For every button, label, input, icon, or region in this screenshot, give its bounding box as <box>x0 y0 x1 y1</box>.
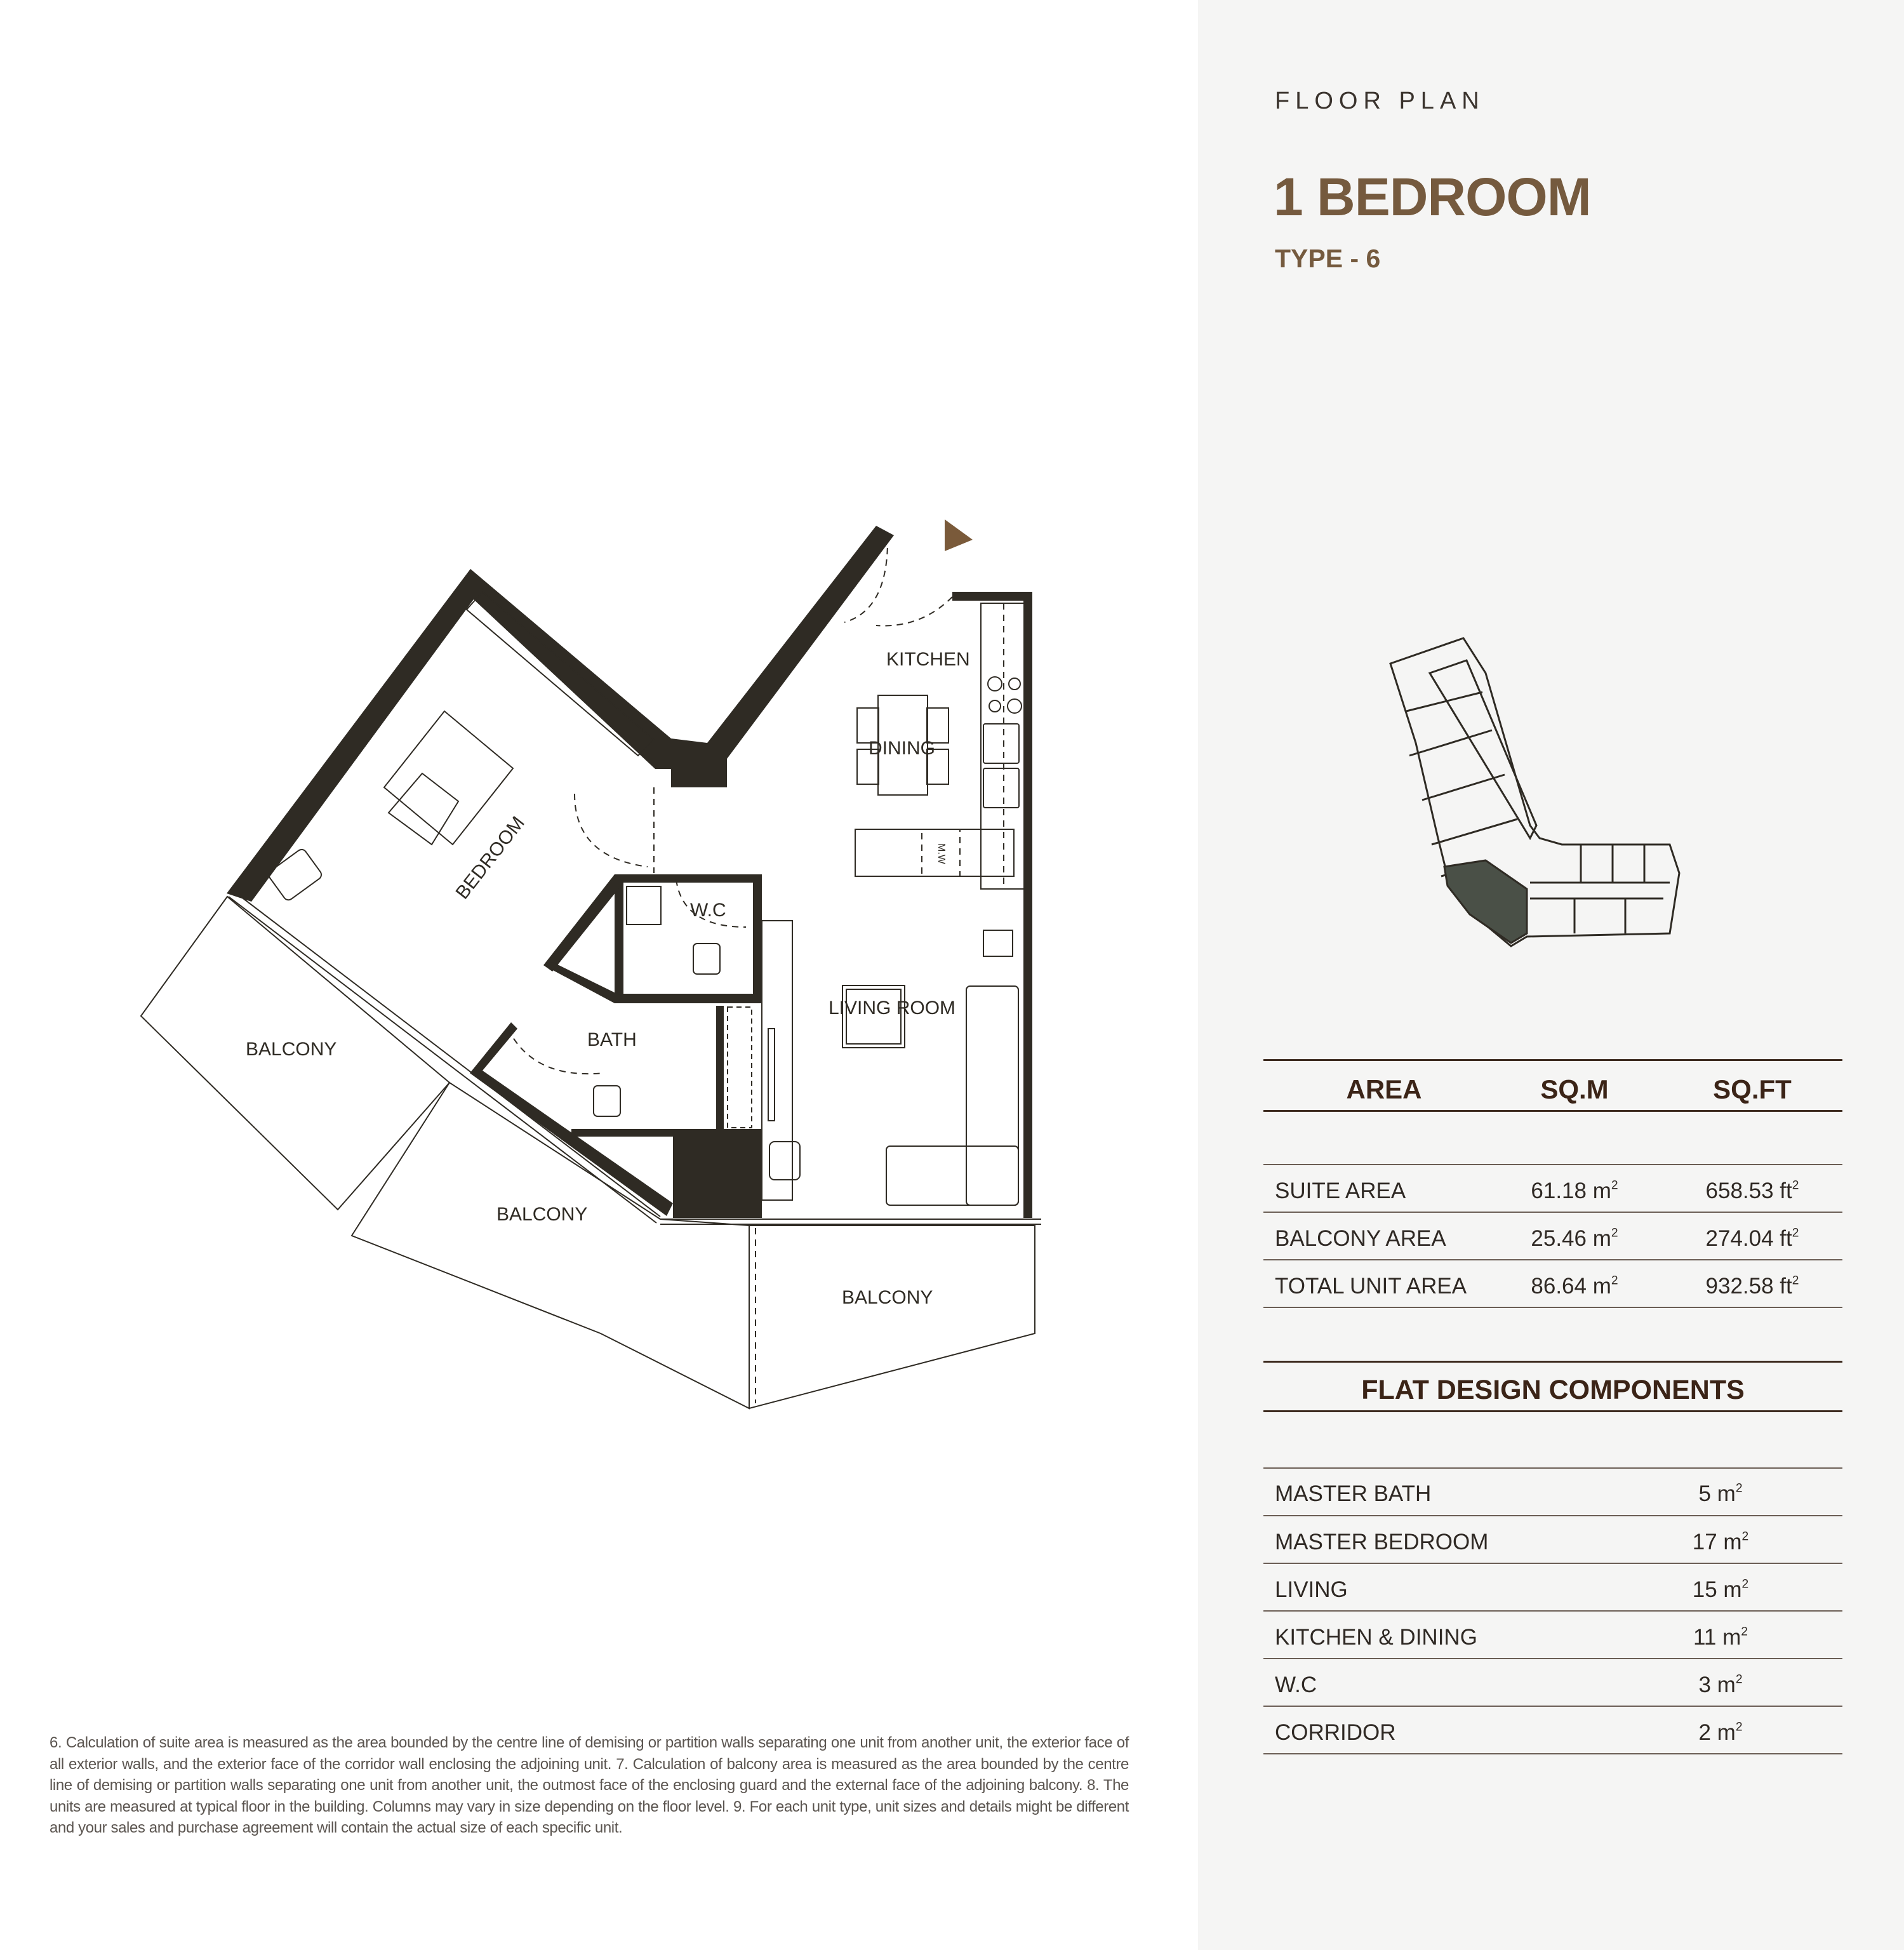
section-eyebrow: FLOOR PLAN <box>1275 88 1485 114</box>
component-label: W.C <box>1275 1673 1317 1697</box>
label-balcony-left: BALCONY <box>246 1039 337 1060</box>
area-row-sqm: 25.46 $m^2$ <box>1531 1226 1618 1251</box>
entry-arrow-icon <box>945 519 973 551</box>
component-value: 3 $m^2$ <box>1698 1673 1743 1697</box>
wc-walls <box>615 874 762 997</box>
bath-outer-wall <box>470 1022 673 1216</box>
kitchen-outer-wall <box>671 526 894 787</box>
label-balcony-right: BALCONY <box>842 1287 933 1308</box>
unit-type: TYPE - 6 <box>1275 244 1381 273</box>
component-value: 17 $m^2$ <box>1692 1530 1749 1554</box>
area-row-sqft: 658.53 $ft^2$ <box>1705 1179 1799 1203</box>
component-value: 11 $m^2$ <box>1693 1625 1748 1650</box>
component-label: LIVING <box>1275 1577 1348 1602</box>
label-microwave: M.W <box>936 843 947 864</box>
component-label: MASTER BATH <box>1275 1481 1432 1506</box>
partition-wall <box>716 1006 724 1133</box>
area-row-sqm: 86.64 $m^2$ <box>1531 1274 1618 1299</box>
label-kitchen: KITCHEN <box>886 649 970 670</box>
label-bath: BATH <box>587 1029 637 1050</box>
component-label: KITCHEN & DINING <box>1275 1625 1477 1650</box>
area-header-sqm: SQ.M <box>1540 1074 1609 1104</box>
label-wc: W.C <box>690 900 726 921</box>
key-plan-map <box>1371 635 1689 952</box>
area-header-sqft: SQ.FT <box>1713 1074 1792 1104</box>
label-balcony-middle: BALCONY <box>496 1204 588 1225</box>
area-row-sqm: 61.18 $m^2$ <box>1531 1179 1618 1203</box>
bath-diag-wall-lower <box>543 962 623 1003</box>
area-row-sqft: 274.04 $ft^2$ <box>1705 1226 1799 1251</box>
page-title: 1 BEDROOM <box>1274 167 1591 227</box>
bath-diag-wall-upper <box>543 874 623 972</box>
wc-bottom-wall <box>615 994 762 1003</box>
floor-plan-drawing <box>0 0 1198 1524</box>
label-dining: DINING <box>869 738 935 759</box>
area-row-label: SUITE AREA <box>1275 1179 1406 1203</box>
components-title: FLAT DESIGN COMPONENTS <box>1361 1375 1745 1405</box>
shaft-column <box>673 1133 762 1218</box>
balcony-right-outline <box>749 1225 1035 1408</box>
area-row-label: TOTAL UNIT AREA <box>1275 1274 1467 1299</box>
area-row-sqft: 932.58 $ft^2$ <box>1705 1274 1799 1299</box>
label-living-room: LIVING ROOM <box>829 998 956 1018</box>
area-table <box>1263 1059 1842 1313</box>
component-value: 5 $m^2$ <box>1698 1481 1743 1506</box>
component-label: CORRIDOR <box>1275 1720 1396 1745</box>
area-header-area: AREA <box>1346 1074 1422 1104</box>
component-value: 15 $m^2$ <box>1692 1577 1749 1602</box>
component-label: MASTER BEDROOM <box>1275 1530 1489 1554</box>
component-value: 2 $m^2$ <box>1698 1720 1743 1745</box>
key-plan-highlight <box>1444 860 1527 943</box>
components-table <box>1263 1361 1842 1754</box>
bath-bottom-wall <box>571 1129 762 1137</box>
area-row-label: BALCONY AREA <box>1275 1226 1446 1251</box>
label-bedroom: BEDROOM <box>451 812 529 904</box>
disclaimer-text: 6. Calculation of suite area is measured as the area bounded by the centre line of demising or partition walls separating one unit from another unit, the exterior face of all exterior walls, and the exterior face of the corridor wall enclosing the adjoining unit. 7. Calculation of balcony area is measured as the area bounded by the centre line of demising or partition walls separating one unit from another unit, the outmost face of the enclosing guard and the external face of the adjoining balcony. 8. The units are measured at typical floor in the building. Columns may vary in size depending on the floor level. 9. For each unit type, unit sizes and details might be different and your sales and purchase agreement will contain the actual size of each specific unit. <box>50 1734 1129 1836</box>
bedroom-outer-wall <box>227 569 671 902</box>
